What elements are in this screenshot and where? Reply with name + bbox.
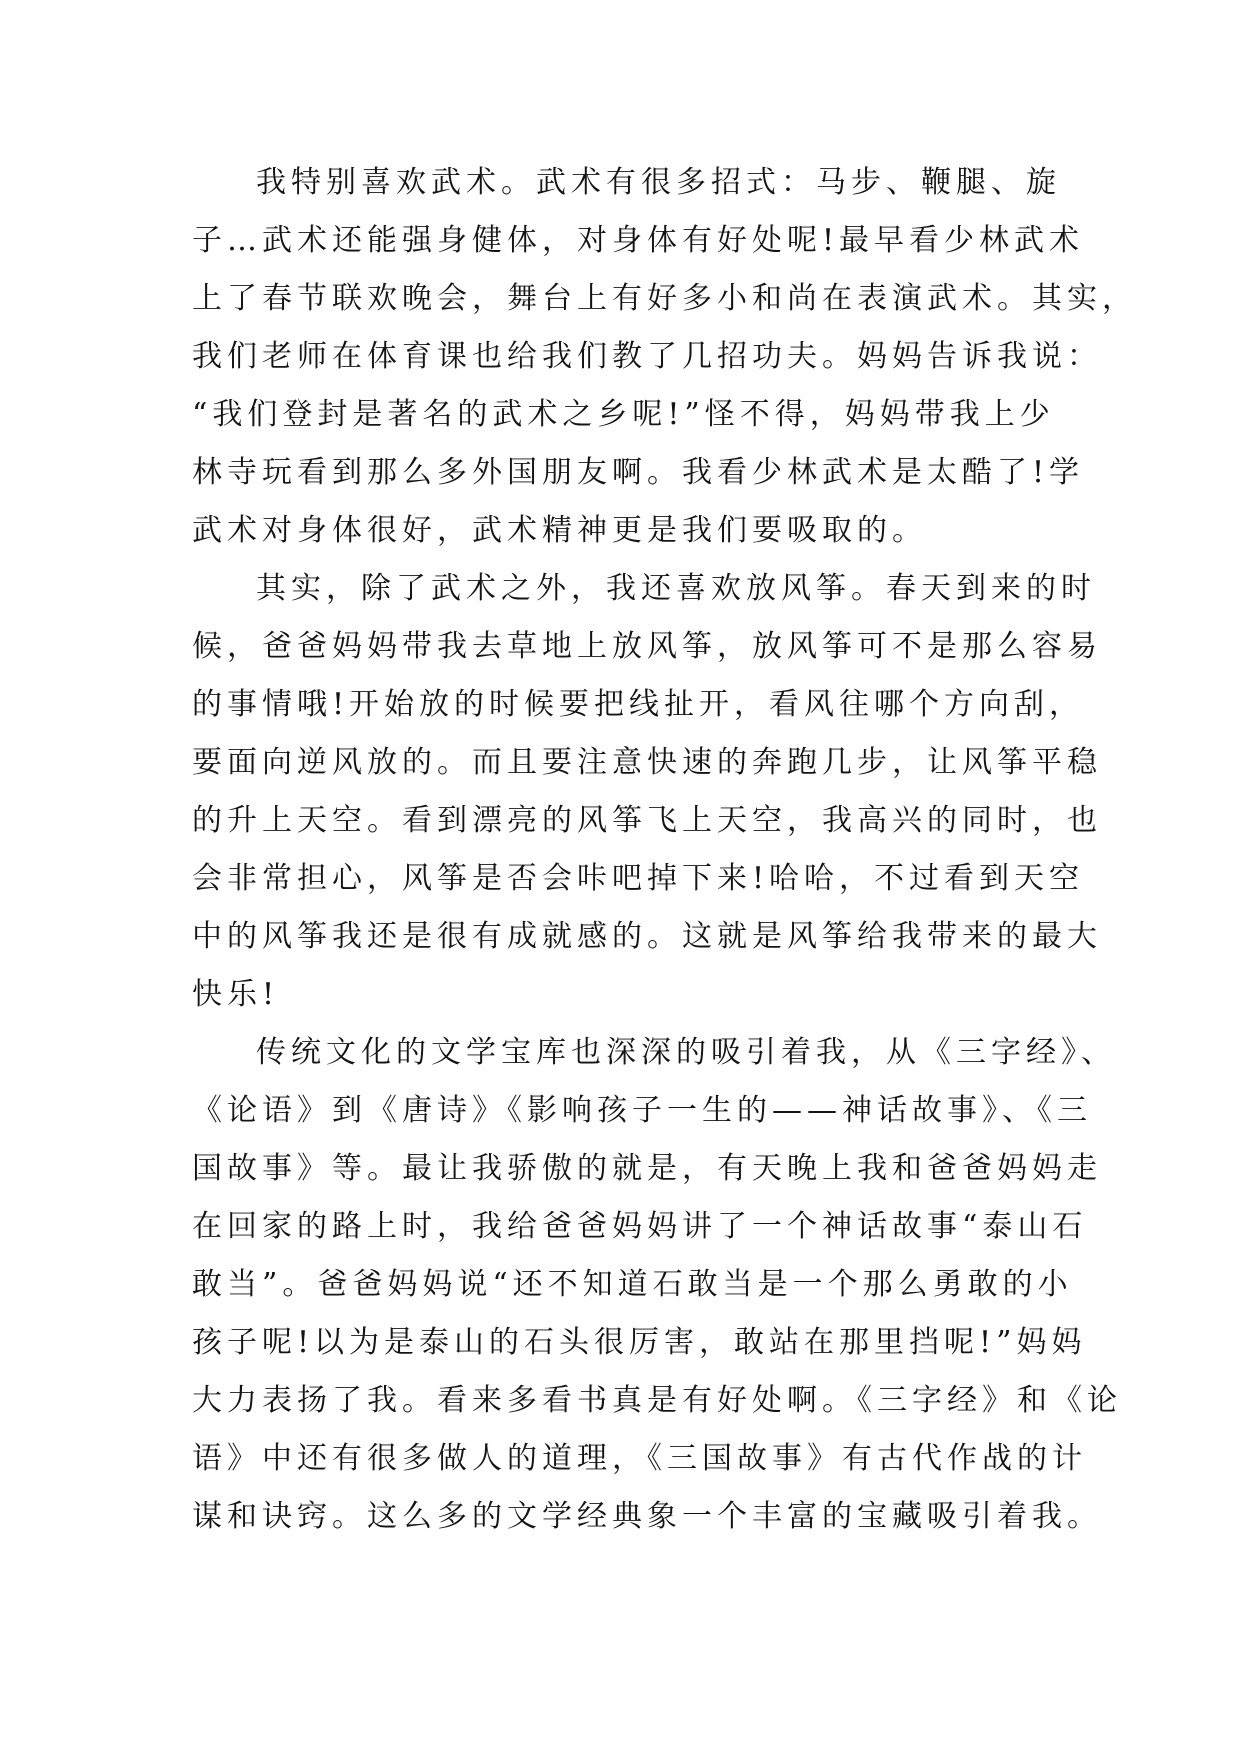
text-line: “我们登封是著名的武术之乡呢!”怪不得，妈妈带我上少	[192, 397, 1055, 432]
text-line: 其实，除了武术之外，我还喜欢放风筝。春天到来的时	[256, 571, 1096, 606]
text-line: 候，爸爸妈妈带我去草地上放风筝，放风筝可不是那么容易	[192, 629, 1102, 664]
text-line: 林寺玩看到那么多外国朋友啊。我看少林武术是太酷了!学	[192, 455, 1085, 490]
text-line: 语》中还有很多做人的道理，《三国故事》有古代作战的计	[192, 1441, 1087, 1476]
text-line: 《论语》到《唐诗》《影响孩子一生的——神话故事》、《三	[192, 1093, 1092, 1128]
text-line: 传统文化的文学宝库也深深的吸引着我，从《三字经》、	[256, 1035, 1116, 1070]
text-line: 我们老师在体育课也给我们教了几招功夫。妈妈告诉我说：	[192, 339, 1102, 374]
text-line: 在回家的路上时，我给爸爸妈妈讲了一个神话故事“泰山石	[192, 1209, 1088, 1244]
document-body	[192, 154, 1137, 1546]
paragraph-kite-flying	[192, 560, 1102, 1024]
text-line: 孩子呢!以为是泰山的石头很厉害，敢站在那里挡呢!”妈妈	[192, 1325, 1087, 1360]
text-line: 的升上天空。看到漂亮的风筝飞上天空，我高兴的同时，也	[192, 803, 1102, 838]
text-line: 会非常担心，风筝是否会咔吧掉下来!哈哈，不过看到天空	[192, 861, 1085, 896]
text-line: 快乐!	[192, 977, 280, 1012]
text-line: 中的风筝我还是很有成就感的。这就是风筝给我带来的最大	[192, 919, 1102, 954]
text-line: 子…武术还能强身健体，对身体有好处呢!最早看少林武术	[192, 223, 1085, 258]
text-line: 我特别喜欢武术。武术有很多招式：马步、鞭腿、旋	[256, 165, 1061, 200]
paragraph-literature	[192, 1024, 1122, 1546]
text-line: 敢当”。爸爸妈妈说“还不知道石敢当是一个那么勇敢的小	[192, 1267, 1073, 1302]
paragraph-martial-arts	[192, 154, 1137, 560]
text-line: 上了春节联欢晚会，舞台上有好多小和尚在表演武术。其实，	[192, 281, 1137, 316]
text-line: 武术对身体很好，武术精神更是我们要吸取的。	[192, 513, 927, 548]
text-line: 大力表扬了我。看来多看书真是有好处啊。《三字经》和《论	[192, 1383, 1122, 1418]
text-line: 谋和诀窍。这么多的文学经典象一个丰富的宝藏吸引着我。	[192, 1499, 1102, 1534]
text-line: 的事情哦!开始放的时候要把线扯开，看风往哪个方向刮，	[192, 687, 1085, 722]
text-line: 要面向逆风放的。而且要注意快速的奔跑几步，让风筝平稳	[192, 745, 1102, 780]
text-line: 国故事》等。最让我骄傲的就是，有天晚上我和爸爸妈妈走	[192, 1151, 1102, 1186]
